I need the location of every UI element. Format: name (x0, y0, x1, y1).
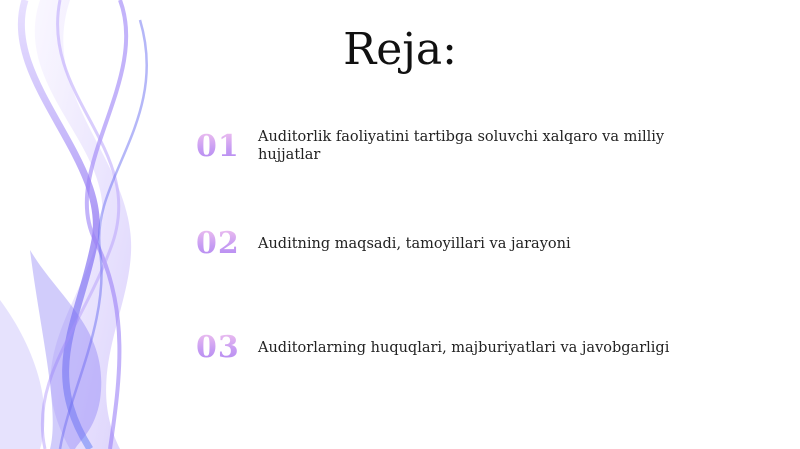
item-text: Auditorlarning huquqlari, majburiyatlari va javobgarligi (258, 339, 670, 356)
purple-smoke-wave-icon (0, 0, 200, 449)
list-item (196, 128, 716, 164)
list-item (196, 330, 716, 365)
item-number: 01 (196, 129, 258, 164)
item-number: 02 (196, 226, 258, 261)
item-text: Auditning maqsadi, tamoyillari va jarayoni (258, 235, 571, 252)
item-text: Auditorlik faoliyatini tartibga soluvchi xalqaro va milliy hujjatlar (258, 129, 665, 163)
page-title: Reja: (343, 24, 457, 75)
list-item (196, 226, 716, 261)
item-number: 03 (196, 330, 258, 365)
